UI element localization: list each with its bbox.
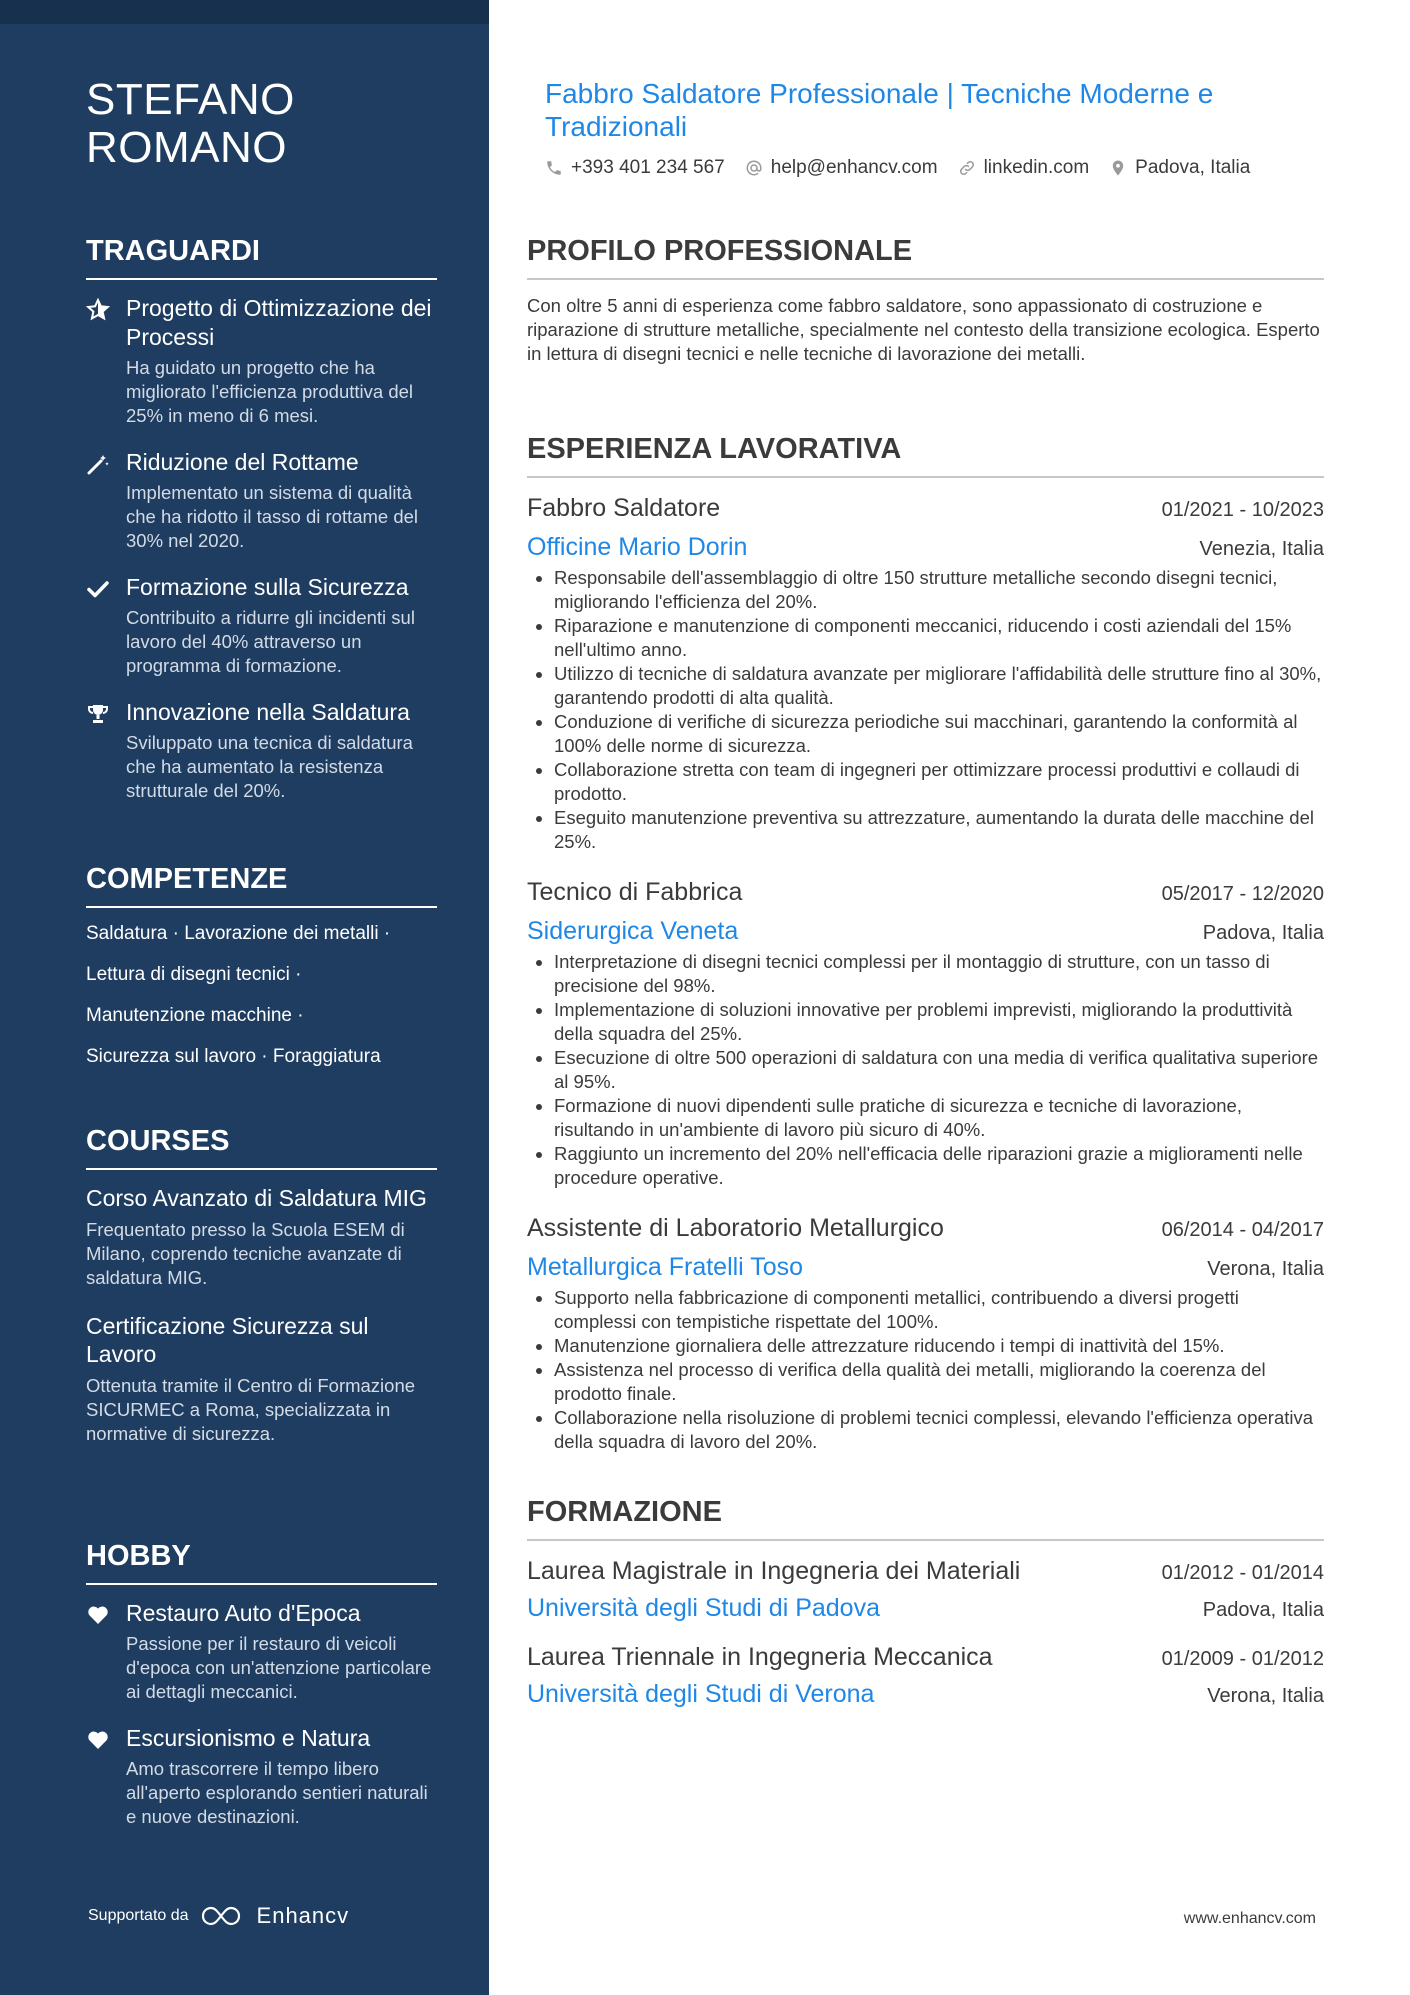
job-bullet: • Conduzione di verifiche di sicurezza periodiche sui macchinari, garantendo la conformità al 100% delle norme di sicurezza. [554,710,1324,758]
contact-location [1109,157,1250,179]
job-company: Siderurgica Veneta [527,917,739,945]
education-degree: Laurea Magistrale in Ingegneria dei Materiali [527,1557,1021,1585]
phone-icon [545,159,563,177]
job-company: Officine Mario Dorin [527,533,748,561]
education-dates: 01/2012 - 01/2014 [1161,1562,1324,1584]
profile-title: PROFILO PROFESSIONALE [527,234,1324,280]
magic-wand-icon [86,452,110,476]
enhancv-brand[interactable]: Enhancv [256,1903,350,1928]
job-bullet: • Assistenza nel processo di verifica della qualità dei metalli, migliorando la coerenza del prodotto finale. [554,1358,1324,1406]
achievement-item [86,448,437,553]
job-dates: 06/2014 - 04/2017 [1161,1219,1324,1241]
education-school: Università degli Studi di Verona [527,1680,875,1708]
education-location: Padova, Italia [1202,1599,1324,1621]
courses-section [86,1124,437,1468]
course-desc: Frequentato presso la Scuola ESEM di Milano, coprendo tecniche avanzate di saldatura MIG. [86,1219,405,1288]
hobby-item [86,1724,437,1829]
job-bullets [527,1286,1324,1454]
achievement-title: Innovazione nella Saldatura [126,699,410,725]
powered-by-label: Supportato da [88,1907,189,1924]
job-bullets [527,950,1324,1190]
course-title: Corso Avanzato di Saldatura MIG [86,1185,427,1211]
education-school: Università degli Studi di Padova [527,1594,880,1622]
job-bullet: • Formazione di nuovi dipendenti sulle pratiche di sicurezza e tecniche di lavorazione, risultando in un'ambiente di lavoro più sicuro di 40%. [554,1094,1324,1142]
hobby-section [86,1539,437,1849]
job-bullet: • Riparazione e manutenzione di componenti meccanici, riducendo i costi aziendali del 15% nell'ultimo anno. [554,614,1324,662]
hobby-item [86,1599,437,1704]
education-degree: Laurea Triennale in Ingegneria Meccanica [527,1643,993,1671]
sidebar-top-bar [0,0,489,24]
skills-row: Sicurezza sul lavoro · Foraggiatura [86,1046,381,1067]
phone-text: +393 401 234 567 [571,157,725,178]
candidate-name: STEFANO ROMANO [86,75,295,172]
achievement-desc: Sviluppato una tecnica di saldatura che ha aumentato la resistenza strutturale del 20%. [126,732,413,801]
star-icon [86,298,110,322]
location-text: Padova, Italia [1135,157,1251,178]
achievement-desc: Implementato un sistema di qualità che ha ridotto il tasso di rottame del 30% nel 2020. [126,482,419,551]
skills-row: Manutenzione macchine · [86,1005,304,1026]
job-location: Padova, Italia [1202,922,1324,944]
achievement-item [86,573,437,678]
hobby-item-title: Escursionismo e Natura [126,1725,371,1751]
powered-by [88,1903,349,1929]
hobby-item-title: Restauro Auto d'Epoca [126,1600,361,1626]
skills-section [86,862,437,1086]
footer-url[interactable]: www.enhancv.com [1183,1910,1316,1927]
achievement-title: Progetto di Ottimizzazione dei Processi [126,295,432,350]
job-role: Tecnico di Fabbrica [527,878,743,906]
heart-icon [86,1603,110,1627]
achievements-title: TRAGUARDI [86,234,437,280]
contact-phone[interactable] [545,157,725,179]
hobby-item-desc: Passione per il restauro di veicoli d'epoca con un'attenzione particolare ai dettagli meccanici. [126,1633,432,1702]
job-location: Verona, Italia [1207,1258,1324,1280]
job-bullet: • Responsabile dell'assemblaggio di oltre 150 strutture metalliche secondo disegni tecnici, migliorando l'efficienza del 20%. [554,566,1324,614]
job-dates: 05/2017 - 12/2020 [1161,883,1324,905]
linkedin-text: linkedin.com [983,157,1090,178]
job-location: Venezia, Italia [1199,538,1324,560]
sidebar [0,0,489,1995]
profile-section [527,234,1324,366]
course-item [86,1312,437,1446]
at-icon [745,159,763,177]
job-bullet: • Esecuzione di oltre 500 operazioni di saldatura con una media di verifica qualitativa superiore al 95%. [554,1046,1324,1094]
job-bullet: • Collaborazione nella risoluzione di problemi tecnici complessi, elevando l'efficienza operativa della squadra di lavoro del 20%. [554,1406,1324,1454]
experience-section [527,432,1324,1476]
job-bullet: • Implementazione di soluzioni innovative per problemi imprevisti, migliorando la produttività della squadra del 25%. [554,998,1324,1046]
job-bullet: • Raggiunto un incremento del 20% nell'efficacia delle riparazioni grazie a miglioramenti nelle procedure operative. [554,1142,1324,1190]
achievement-desc: Ha guidato un progetto che ha migliorato l'efficienza produttiva del 25% in meno di 6 mesi. [126,357,414,426]
enhancv-logo-icon [199,1903,247,1929]
education-section [527,1495,1324,1727]
skills-row: Saldatura · Lavorazione dei metalli · [86,923,391,944]
skills-title: COMPETENZE [86,862,437,908]
experience-title: ESPERIENZA LAVORATIVA [527,432,1324,478]
job-bullet: • Utilizzo di tecniche di saldatura avanzate per migliorare l'affidabilità delle strutture fino al 30%, garantendo prodotti di alta qualità. [554,662,1324,710]
hobby-title: HOBBY [86,1539,437,1585]
course-title: Certificazione Sicurezza sul Lavoro [86,1313,369,1367]
job-entry [527,492,1324,854]
profile-summary: Con oltre 5 anni di esperienza come fabbro saldatore, sono appassionato di costruzione e riparazione di strutture metalliche, specialmente nel contesto della transizione ecologica. Esperto in lettura di disegni tecnici e nelle tecniche di lavorazione dei metalli. [527,295,1320,364]
courses-title: COURSES [86,1124,437,1170]
job-bullet: • Collaborazione stretta con team di ingegneri per ottimizzare processi produttivi e collaudi di prodotto. [554,758,1324,806]
course-desc: Ottenuta tramite il Centro di Formazione SICURMEC a Roma, specializzata in normative di sicurezza. [86,1375,416,1444]
education-dates: 01/2009 - 01/2012 [1161,1648,1324,1670]
contact-email[interactable] [745,157,938,179]
job-entry [527,876,1324,1190]
education-location: Verona, Italia [1207,1685,1324,1707]
contact-linkedin[interactable] [958,157,1090,179]
job-bullet: • Eseguito manutenzione preventiva su attrezzature, aumentando la durata delle macchine del 25%. [554,806,1324,854]
headline: Fabbro Saldatore Professionale | Tecniche Moderne e Tradizionali [545,78,1214,142]
link-icon [958,159,976,177]
job-role: Fabbro Saldatore [527,494,721,522]
job-company: Metallurgica Fratelli Toso [527,1253,804,1281]
heart-icon [86,1728,110,1752]
contact-bar [545,157,1250,179]
achievements-section [86,234,437,823]
job-bullets [527,566,1324,854]
job-role: Assistente di Laboratorio Metallurgico [527,1214,944,1242]
achievement-title: Formazione sulla Sicurezza [126,574,409,600]
course-item [86,1184,437,1290]
check-icon [86,577,110,601]
job-bullet: • Supporto nella fabbricazione di componenti metallici, contribuendo a diversi progetti complessi con tempistiche rispettate del 100%. [554,1286,1324,1334]
trophy-icon [86,702,110,726]
hobby-item-desc: Amo trascorrere il tempo libero all'aperto esplorando sentieri naturali e nuove destinazioni. [126,1758,428,1827]
location-pin-icon [1109,159,1127,177]
job-bullet: • Interpretazione di disegni tecnici complessi per il montaggio di strutture, con un tasso di precisione del 98%. [554,950,1324,998]
education-entry [527,1641,1324,1709]
education-title: FORMAZIONE [527,1495,1324,1541]
achievement-desc: Contribuito a ridurre gli incidenti sul lavoro del 40% attraverso un programma di formazione. [126,607,415,676]
email-text: help@enhancv.com [770,157,938,178]
achievement-title: Riduzione del Rottame [126,449,359,475]
job-bullet: • Manutenzione giornaliera delle attrezzature riducendo i tempi di inattività del 15%. [554,1334,1324,1358]
job-dates: 01/2021 - 10/2023 [1161,499,1324,521]
job-entry [527,1212,1324,1454]
education-entry [527,1555,1324,1623]
skills-row: Lettura di disegni tecnici · [86,964,302,985]
achievement-item [86,294,437,428]
achievement-item [86,698,437,803]
